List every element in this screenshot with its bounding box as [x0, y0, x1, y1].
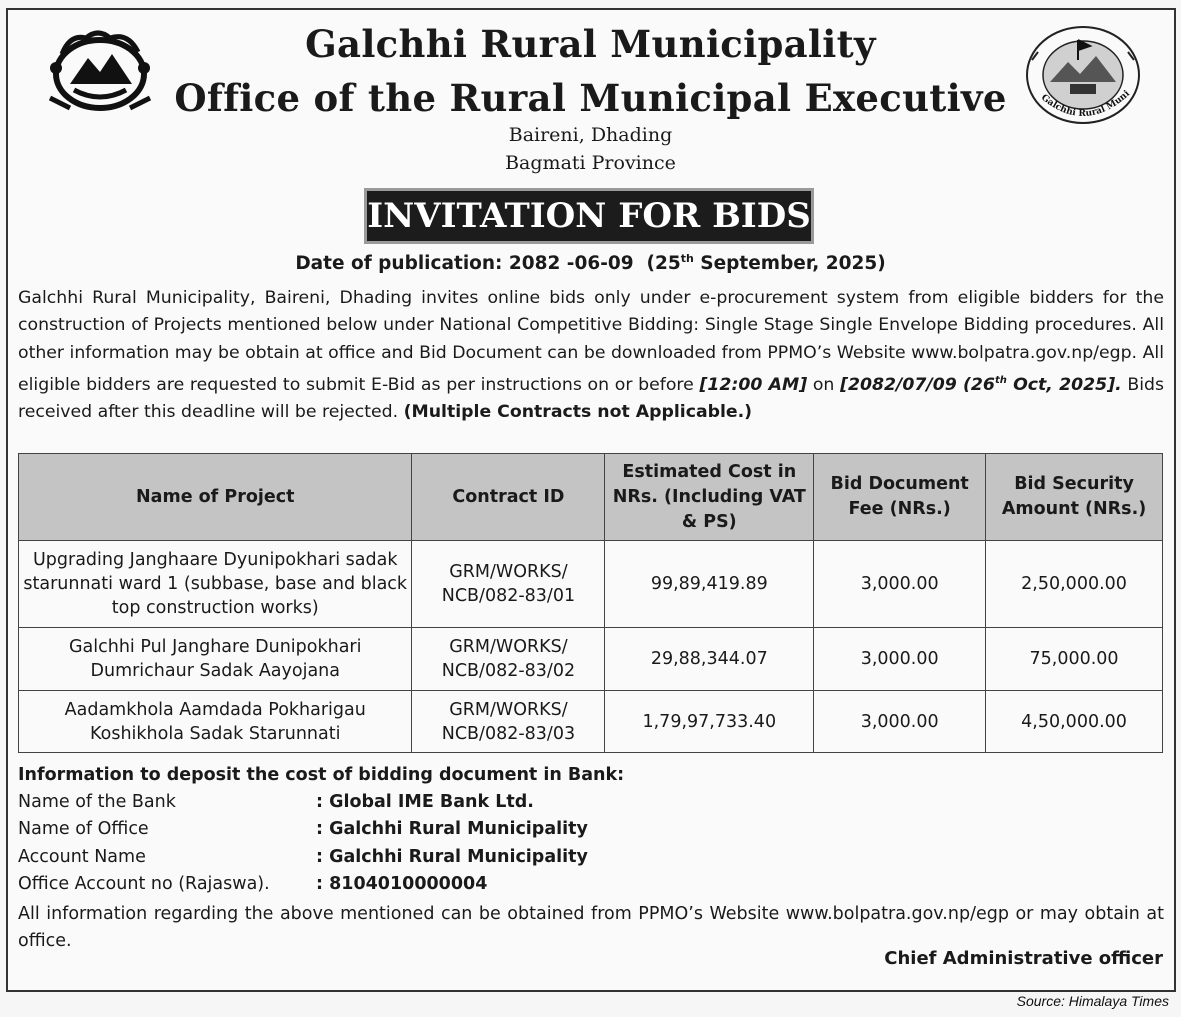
project-name: Upgrading Janghaare Dyunipokhari sadak starunnati ward 1 (subbase, base and black top construction works)	[19, 541, 412, 628]
bank-row-bank-name	[18, 789, 1164, 816]
bank-row-account-name	[18, 844, 1164, 871]
deadline-date-close: Oct, 2025].	[1006, 374, 1122, 395]
seal-caption: Galchhi Rural Muni	[1039, 88, 1132, 120]
deadline-date-open: [2082/07/09 (26	[840, 374, 995, 395]
bank-row-value: : Global IME Bank Ltd.	[316, 792, 534, 812]
bank-row-label: Office Account no (Rajaswa).	[18, 873, 270, 894]
header-contract-id: Contract ID	[412, 454, 605, 541]
signoff: Chief Administrative officer	[884, 948, 1163, 969]
bid-security: 2,50,000.00	[986, 541, 1163, 628]
contract-id: GRM/WORKS/ NCB/082-83/02	[412, 628, 605, 691]
estimated-cost: 29,88,344.07	[605, 628, 814, 691]
bid-fee: 3,000.00	[814, 541, 986, 628]
invitation-banner: INVITATION FOR BIDS	[364, 188, 814, 244]
publication-label: Date of publication: 2082 -06-09	[295, 253, 634, 275]
estimated-cost: 99,89,419.89	[605, 541, 814, 628]
estimated-cost: 1,79,97,733.40	[605, 691, 814, 753]
contract-id: GRM/WORKS/ NCB/082-83/03	[412, 691, 605, 753]
header-project-name: Name of Project	[19, 454, 412, 541]
table-row	[19, 691, 1163, 753]
body-text-2: Bids received after this deadline will be rejected.	[18, 374, 1165, 422]
bank-row-office-name	[18, 816, 1164, 843]
address-line-1: Baireni, Dhading	[508, 124, 673, 146]
table-header-row	[19, 454, 1163, 541]
municipality-title: Galchhi Rural Municipality	[305, 22, 876, 66]
contract-id: GRM/WORKS/ NCB/082-83/01	[412, 541, 605, 628]
bank-row-account-number	[18, 871, 1164, 898]
invitation-body	[18, 285, 1164, 426]
body-on: on	[807, 374, 841, 395]
bank-row-label: Account Name	[18, 846, 146, 867]
publication-date-suffix: th	[680, 252, 694, 265]
bank-row-value: : 8104010000004	[316, 873, 488, 894]
project-name: Galchhi Pul Janghare Dunipokhari Dumrichaur Sadak Aayojana	[19, 628, 412, 691]
bid-security: 75,000.00	[986, 628, 1163, 691]
bid-security: 4,50,000.00	[986, 691, 1163, 753]
deadline-date-suffix: th	[994, 374, 1007, 386]
body-text-1: Galchhi Rural Municipality, Baireni, Dhading invites online bids only under e-procurement system from eligible bidders for the construction of Projects mentioned below under National Competitive Bidding: Single Stage Single Envelope Bidding procedures. All other information may be obtain at office and Bid Document can be downloaded from PPMO’s Website www.bolpatra.gov.np/egp. All eligible bidders are requested to submit E-Bid as per instructions on or before	[18, 288, 1164, 395]
table-row	[19, 628, 1163, 691]
bank-row-label: Name of the Bank	[18, 792, 176, 812]
bank-info	[18, 762, 1164, 898]
projects-table	[18, 453, 1163, 753]
header-bid-security: Bid Security Amount (NRs.)	[986, 454, 1163, 541]
publication-date	[0, 252, 1181, 274]
bid-fee: 3,000.00	[814, 628, 986, 691]
address-line-2: Bagmati Province	[505, 152, 676, 174]
project-name: Aadamkhola Aamdada Pokharigau Koshikhola Sadak Starunnati	[19, 691, 412, 753]
header-estimated-cost: Estimated Cost in NRs. (Including VAT & PS)	[605, 454, 814, 541]
bank-row-value: : Galchhi Rural Municipality	[316, 819, 588, 840]
table-row	[19, 541, 1163, 628]
closing-note: All information regarding the above mentioned can be obtained from PPMO’s Website www.bolpatra.gov.np/egp or may obtain at office.	[18, 904, 1164, 951]
office-title: Office of the Rural Municipal Executive	[174, 76, 1007, 120]
bank-row-label: Name of Office	[18, 819, 149, 840]
source-credit: Source: Himalaya Times	[1016, 993, 1169, 1009]
deadline-time: [12:00 AM]	[699, 374, 808, 395]
bank-info-heading: Information to deposit the cost of bidding document in Bank:	[18, 765, 625, 785]
bank-row-value: : Galchhi Rural Municipality	[316, 846, 588, 867]
multiple-contracts-note: (Multiple Contracts not Applicable.)	[403, 401, 753, 422]
header-bid-fee: Bid Document Fee (NRs.)	[814, 454, 986, 541]
bid-fee: 3,000.00	[814, 691, 986, 753]
publication-date-open: (25	[646, 253, 681, 275]
publication-date-close: September, 2025)	[693, 253, 886, 275]
